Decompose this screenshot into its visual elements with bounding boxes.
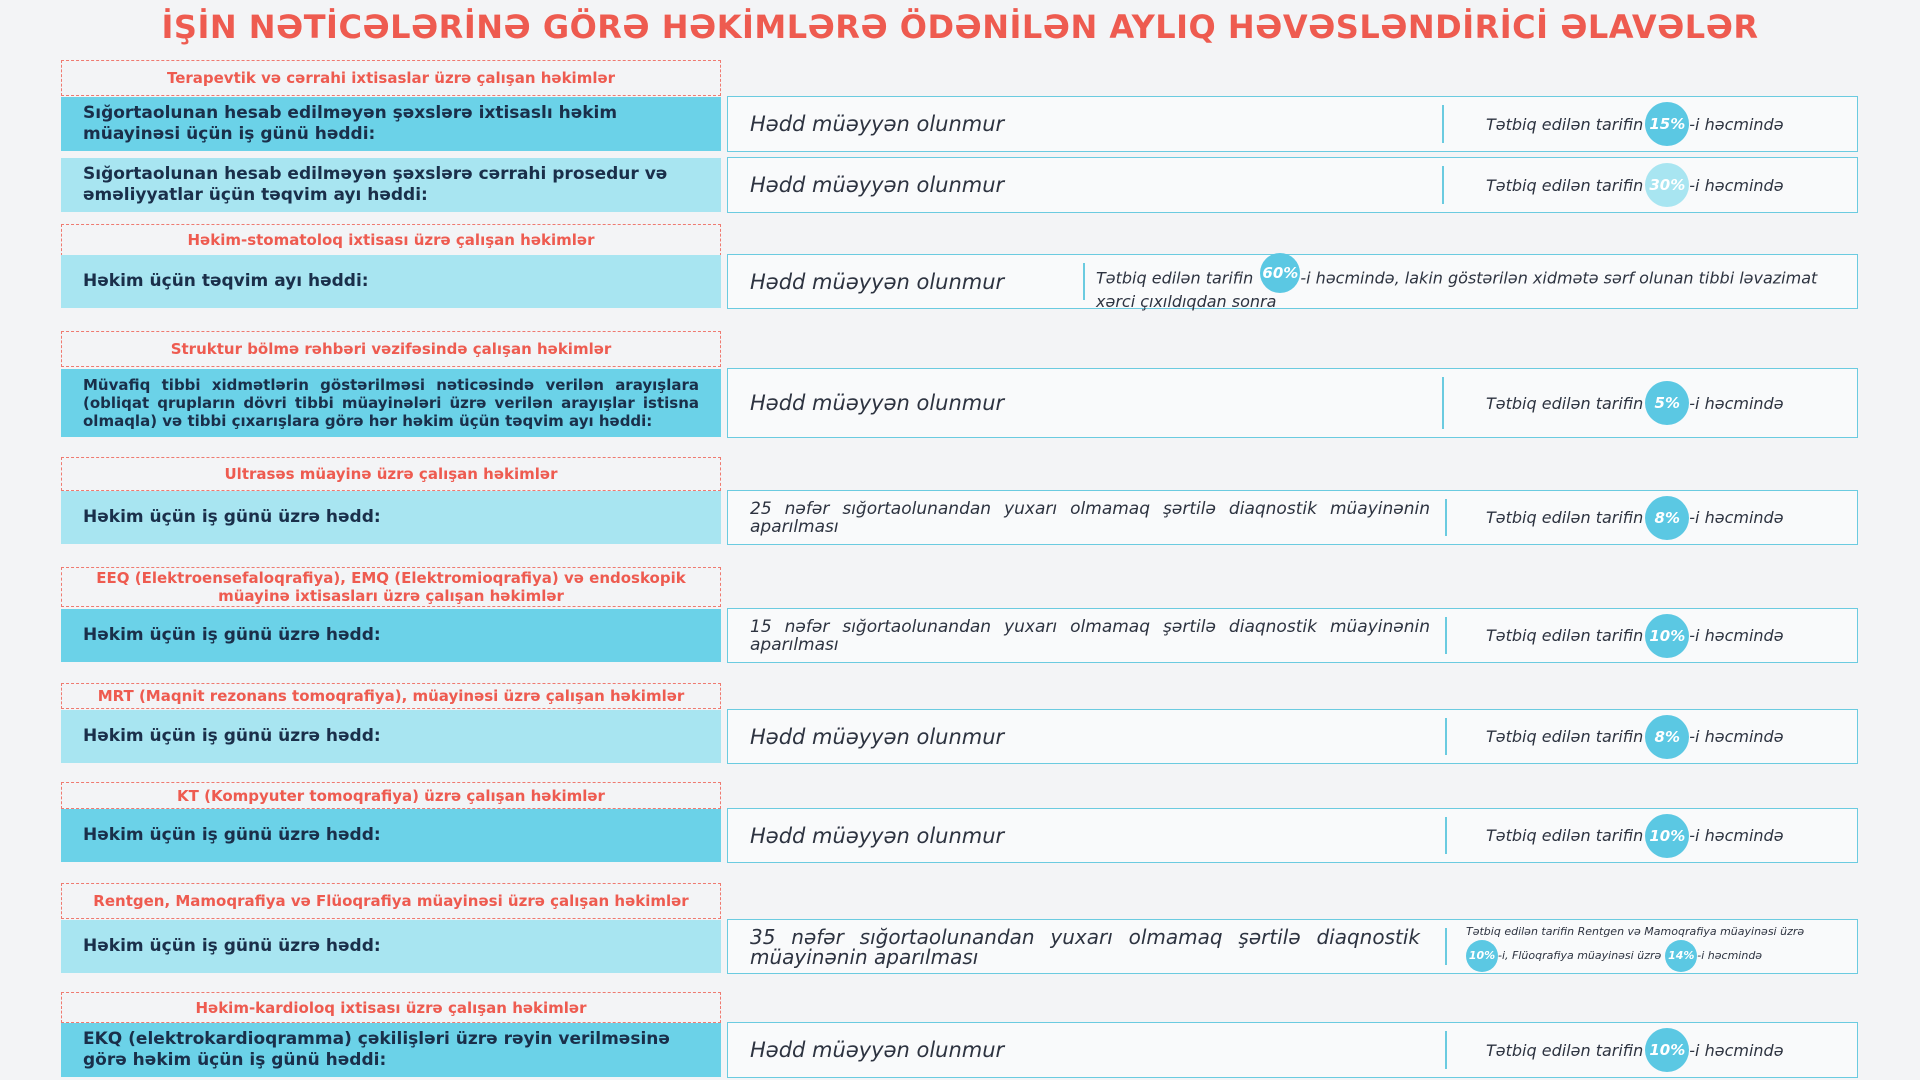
rate-text <box>1096 255 1837 311</box>
limit-text: Hədd müəyyən olunmur <box>750 269 1005 294</box>
rate-prefix: Tətbiq edilən tarifin <box>1486 175 1644 195</box>
rate-suffix: -i həcmində <box>1689 727 1784 746</box>
row-value-box <box>727 157 1858 213</box>
rate-suffix: -i həcmində <box>1697 949 1763 962</box>
percent-badge: 5% <box>1645 381 1689 425</box>
row-value-box <box>727 808 1858 863</box>
limit-text: Hədd müəyyən olunmur <box>750 823 1005 848</box>
rate-prefix: Tətbiq edilən tarifin <box>1096 268 1254 288</box>
divider <box>1442 377 1444 429</box>
row-value-box <box>727 490 1858 545</box>
row-label: Həkim üçün iş günü üzrə hədd: <box>61 920 721 973</box>
section-heading: Həkim-stomatoloq ixtisası üzrə çalışan həkimlər <box>61 224 721 256</box>
row-label: EKQ (elektrokardioqramma) çəkilişləri üzrə rəyin verilməsinə görə həkim üçün iş günü həddi: <box>61 1023 721 1077</box>
percent-badge: 30% <box>1645 163 1689 207</box>
row-label: Həkim üçün iş günü üzrə hədd: <box>61 491 721 544</box>
section-heading: KT (Kompyuter tomoqrafiya) üzrə çalışan həkimlər <box>61 782 721 809</box>
limit-text: Hədd müəyyən olunmur <box>750 1038 1005 1062</box>
limit-text: Hədd müəyyən olunmur <box>750 391 1005 415</box>
rate-prefix: Tətbiq edilən tarifin <box>1486 114 1644 134</box>
percent-badge-fluoro: 14% <box>1665 940 1697 972</box>
limit-text: Hədd müəyyən olunmur <box>750 724 1005 749</box>
percent-badge: 60% <box>1260 253 1300 293</box>
row-value-box <box>727 1022 1858 1078</box>
limit-text: 35 nəfər sığortaolunandan yuxarı olmamaq şərtilə diaqnostik müayinənin aparılması <box>750 924 1420 969</box>
rate-line1: Tətbiq edilən tarifin Rentgen və Mamoqrafiya müayinəsi üzrə <box>1466 925 1805 938</box>
rate-suffix: -i həcmində <box>1689 508 1784 527</box>
divider <box>1445 1031 1447 1069</box>
percent-badge: 8% <box>1645 496 1689 540</box>
row-value-box <box>727 919 1858 974</box>
percent-badge: 10% <box>1645 614 1689 658</box>
row-label: Həkim üçün təqvim ayı həddi: <box>61 255 721 308</box>
section-heading: Həkim-kardioloq ixtisası üzrə çalışan həkimlər <box>61 992 721 1023</box>
rate-prefix: Tətbiq edilən tarifin <box>1486 393 1644 413</box>
rate-prefix: Tətbiq edilən tarifin <box>1486 727 1644 746</box>
section-heading: EEQ (Elektroensefaloqrafiya), EMQ (Elektromioqrafiya) və endoskopik müayinə ixtisasları üzrə çalışan həkimlər <box>61 567 721 607</box>
section-heading: Ultrasəs müayinə üzrə çalışan həkimlər <box>61 457 721 491</box>
limit-text: Hədd müəyyən olunmur <box>750 173 1005 197</box>
divider <box>1442 105 1444 143</box>
limit-text: 25 nəfər sığortaolunandan yuxarı olmamaq şərtilə diaqnostik müayinənin aparılması <box>750 498 1430 537</box>
rate-text <box>1486 809 1784 862</box>
rate-suffix: -i həcmində <box>1689 1040 1784 1060</box>
row-value-box <box>727 608 1858 663</box>
divider <box>1445 928 1447 965</box>
rate-suffix: -i həcmində <box>1689 626 1784 645</box>
row-label: Sığortaolunan hesab edilməyən şəxslərə ixtisaslı həkim müayinəsi üçün iş günü həddi: <box>61 97 721 151</box>
section-heading: Rentgen, Mamoqrafiya və Flüoqrafiya müayinəsi üzrə çalışan həkimlər <box>61 883 721 919</box>
rate-suffix: -i həcmində <box>1689 114 1784 134</box>
rate-text <box>1486 1023 1784 1077</box>
rate-suffix: -i həcmində, lakin göstərilən xidmətə sərf olunan tibbi ləvazimat xərci çıxıldıqdan sonra <box>1096 268 1818 311</box>
rate-text <box>1466 920 1849 973</box>
row-label: Sığortaolunan hesab edilməyən şəxslərə cərrahi prosedur və əməliyyatlar üçün təqvim ayı həddi: <box>61 158 721 212</box>
rate-text <box>1486 609 1784 662</box>
page-title: İŞİN NƏTİCƏLƏRİNƏ GÖRƏ HƏKİMLƏRƏ ÖDƏNİLƏN AYLIQ HƏVƏSLƏNDİRİCİ ƏLAVƏLƏR <box>161 8 1759 46</box>
divider <box>1445 617 1447 654</box>
divider <box>1445 817 1447 854</box>
divider <box>1445 718 1447 755</box>
percent-badge: 10% <box>1645 1028 1689 1072</box>
percent-badge: 10% <box>1645 814 1689 858</box>
row-value-box <box>727 709 1858 764</box>
rate-suffix: -i həcmində <box>1689 826 1784 845</box>
rate-prefix: Tətbiq edilən tarifin <box>1486 508 1644 527</box>
limit-text: Hədd müəyyən olunmur <box>750 112 1005 136</box>
percent-badge: 15% <box>1645 102 1689 146</box>
percent-badge: 8% <box>1645 715 1689 759</box>
divider <box>1442 166 1444 204</box>
section-heading: Terapevtik və cərrahi ixtisaslar üzrə çalışan həkimlər <box>61 60 721 96</box>
rate-middle: -i, Flüoqrafiya müayinəsi üzrə <box>1498 949 1662 962</box>
row-label: Həkim üçün iş günü üzrə hədd: <box>61 809 721 862</box>
row-label: Müvafiq tibbi xidmətlərin göstərilməsi nəticəsində verilən arayışlara (obliqat qrupların dövri tibbi müayinələri üzrə verilən arayışlar istisna olmaqla) və tibbi çıxarışlara görə hər həkim üçün təqvim ayı həddi: <box>61 369 721 437</box>
rate-text <box>1486 710 1784 763</box>
rate-prefix: Tətbiq edilən tarifin <box>1486 826 1644 845</box>
row-value-box <box>727 368 1858 438</box>
percent-badge-xray: 10% <box>1466 940 1498 972</box>
row-value-box <box>727 96 1858 152</box>
rate-prefix: Tətbiq edilən tarifin <box>1486 626 1644 645</box>
rate-line2 <box>1466 940 1849 972</box>
divider <box>1083 263 1085 300</box>
section-heading: MRT (Maqnit rezonans tomoqrafiya), müayinəsi üzrə çalışan həkimlər <box>61 683 721 709</box>
row-label: Həkim üçün iş günü üzrə hədd: <box>61 710 721 763</box>
rate-text <box>1486 97 1784 151</box>
section-heading: Struktur bölmə rəhbəri vəzifəsində çalışan həkimlər <box>61 331 721 367</box>
rate-suffix: -i həcmində <box>1689 393 1784 413</box>
rate-suffix: -i həcmində <box>1689 175 1784 195</box>
limit-text: 15 nəfər sığortaolunandan yuxarı olmamaq şərtilə diaqnostik müayinənin aparılması <box>750 616 1430 655</box>
rate-text <box>1486 491 1784 544</box>
rate-text <box>1486 369 1784 437</box>
row-value-box <box>727 254 1858 309</box>
rate-prefix: Tətbiq edilən tarifin <box>1486 1040 1644 1060</box>
divider <box>1445 499 1447 536</box>
rate-text <box>1486 158 1784 212</box>
row-label: Həkim üçün iş günü üzrə hədd: <box>61 609 721 662</box>
